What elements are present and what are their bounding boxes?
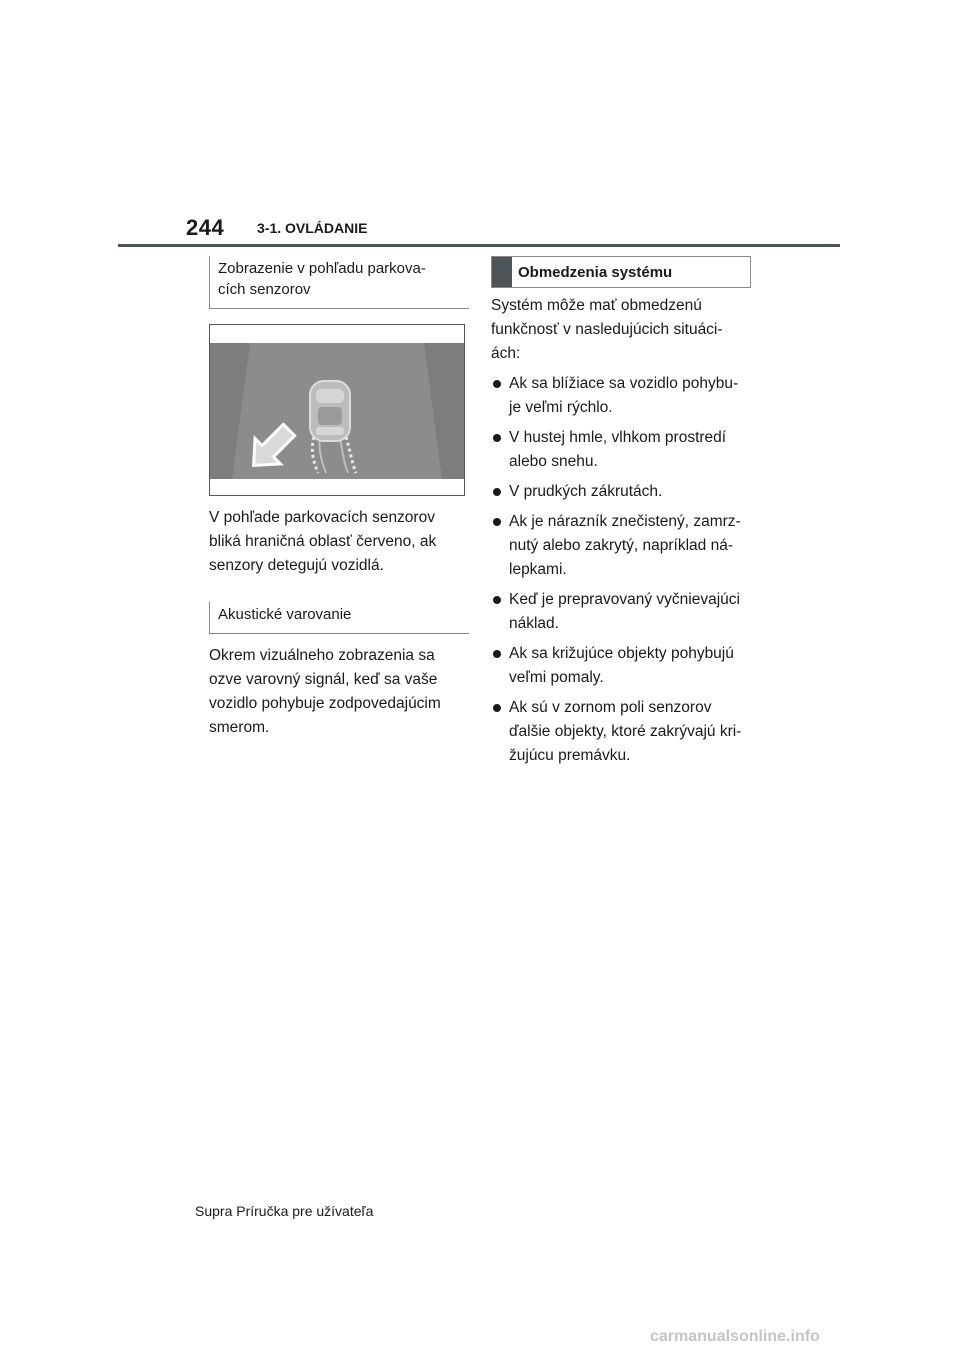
- list-item: [491, 642, 751, 690]
- text-line: ďalšie objekty, ktoré zakrývajú kri-: [509, 723, 742, 740]
- bullet-icon: [493, 380, 501, 388]
- header-rule: [118, 244, 840, 247]
- text-line: ách:: [491, 345, 521, 362]
- text-line: Ak sú v zornom poli senzorov: [509, 699, 712, 716]
- bullet-icon: [493, 650, 501, 658]
- text-line: Okrem vizuálneho zobrazenia sa: [209, 647, 435, 664]
- text-line: funkčnosť v nasledujúcich situáci-: [491, 321, 723, 338]
- text-line: žujúcu premávku.: [509, 747, 631, 764]
- limits-bullet-list: [491, 372, 751, 768]
- left-column: [209, 256, 469, 740]
- text-line: Ak sa blížiace sa vozidlo pohybu-: [509, 375, 739, 392]
- list-item: [491, 696, 751, 768]
- text-line: veľmi pomaly.: [509, 669, 604, 686]
- heading-marker: [492, 257, 512, 287]
- bullet-icon: [493, 518, 501, 526]
- page-number: 244: [186, 215, 225, 240]
- list-item: [491, 372, 751, 420]
- watermark-logo[interactable]: carmanualsonline.info: [650, 1328, 820, 1345]
- text-line: smerom.: [209, 719, 270, 736]
- footer-manual-title: Supra Príručka pre užívateľa: [195, 1203, 374, 1219]
- text-line: náklad.: [509, 615, 559, 632]
- text-line: alebo snehu.: [509, 453, 598, 470]
- list-item: [491, 480, 751, 504]
- text-line: V prudkých zákrutách.: [509, 483, 663, 500]
- right-column: [491, 256, 751, 774]
- text-line: Ak je nárazník znečistený, zamrz-: [509, 513, 741, 530]
- section-heading-label: Obmedzenia systému: [518, 263, 673, 281]
- text-line: lepkami.: [509, 561, 567, 578]
- text-line: senzory detegujú vozidlá.: [209, 557, 384, 574]
- paragraph-acoustic-warning: [209, 644, 469, 740]
- list-item: [491, 588, 751, 636]
- subheading-line: cích senzorov: [218, 281, 311, 298]
- parking-sensor-view-car-arrow-icon: [210, 325, 464, 495]
- text-line: V pohľade parkovacích senzorov: [209, 509, 435, 526]
- subheading-line: Akustické varovanie: [218, 606, 352, 623]
- text-line: bliká hraničná oblasť červeno, ak: [209, 533, 437, 550]
- text-line: Systém môže mať obmedzenú: [491, 297, 702, 314]
- text-line: je veľmi rýchlo.: [509, 399, 613, 416]
- bullet-icon: [493, 434, 501, 442]
- subheading-acoustic-warning: [209, 602, 469, 634]
- bullet-icon: [493, 488, 501, 496]
- paragraph-parking-sensor-view: [209, 506, 469, 578]
- bullet-icon: [493, 596, 501, 604]
- text-line: Ak sa križujúce objekty pohybujú: [509, 645, 734, 662]
- text-line: Keď je prepravovaný vyčnievajúci: [509, 591, 740, 608]
- subheading-line: Zobrazenie v pohľadu parkova-: [218, 260, 426, 277]
- chapter-title: 3-1. OVLÁDANIE: [257, 220, 368, 236]
- text-line: nutý alebo zakrytý, napríklad ná-: [509, 537, 734, 554]
- section-heading-system-limits: [491, 256, 751, 288]
- bullet-icon: [493, 704, 501, 712]
- paragraph-limits-intro: [491, 294, 751, 366]
- parking-sensor-figure: [209, 324, 465, 496]
- text-line: ozve varovný signál, keď sa vaše: [209, 671, 438, 688]
- text-line: vozidlo pohybuje zodpovedajúcim: [209, 695, 441, 712]
- list-item: [491, 426, 751, 474]
- text-line: V hustej hmle, vlhkom prostredí: [509, 429, 727, 446]
- list-item: [491, 510, 751, 582]
- subheading-parking-sensor-view: [209, 256, 469, 309]
